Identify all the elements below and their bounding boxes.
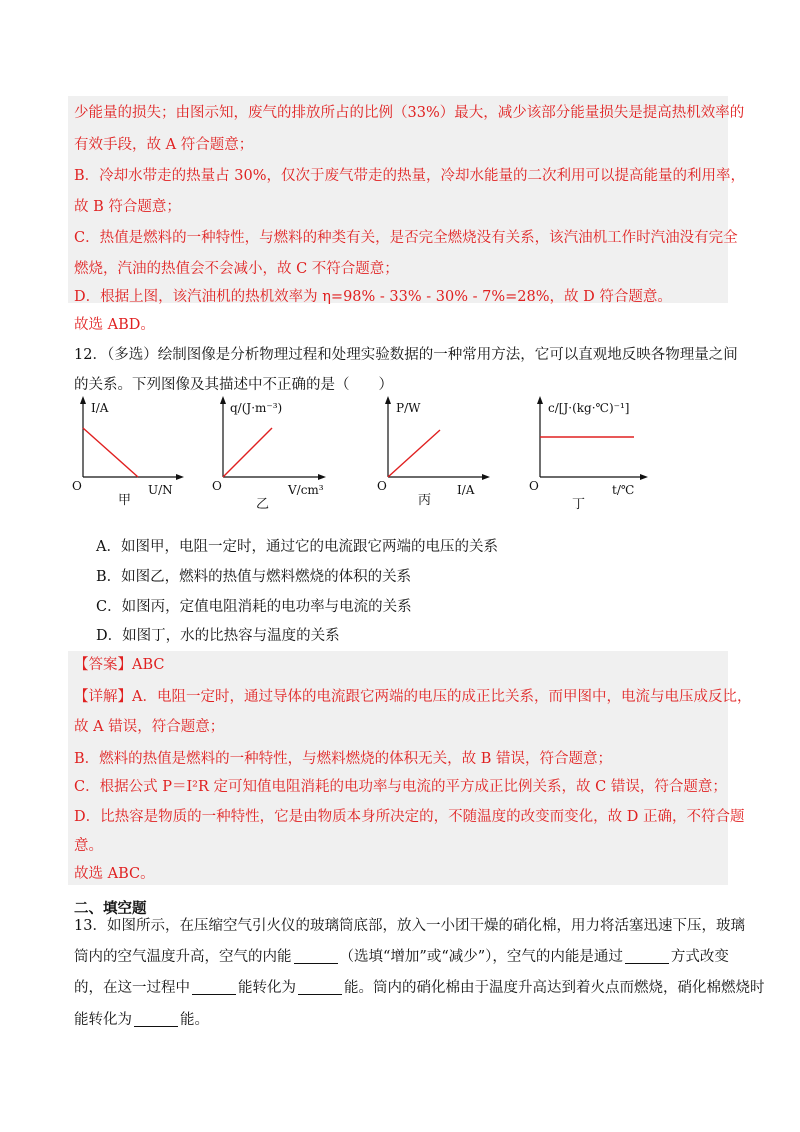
q13-text: 能转化为 (74, 1012, 132, 1028)
graph-jia (72, 396, 184, 508)
answer-line: B．燃料的热值是燃料的一种特性，与燃料燃烧的体积无关，故 B 错误，符合题意； (74, 751, 613, 767)
graph-ding (529, 396, 648, 512)
graph-bing-x-label: I/A (457, 483, 475, 497)
answer-line: B．冷却水带走的热量占 30%，仅次于废气带走的热量，冷却水能量的二次利用可以提高能量的利用率， (74, 168, 745, 184)
graph-ding-caption: 丁 (572, 497, 586, 512)
answer-line: 意。 (74, 838, 103, 854)
graph-ding-origin: O (529, 479, 539, 493)
answer-line: D．比热容是物质的一种特性，它是由物质本身所决定的，不随温度的改变而变化，故 D 正确，不符合题 (74, 809, 745, 825)
q13-text: 能。筒内的硝化棉由于温度升高达到着火点而燃烧，硝化棉燃烧时 (344, 980, 765, 996)
answer-line: 故 B 符合题意； (74, 199, 181, 215)
graph-bing-caption: 丙 (418, 493, 432, 508)
graph-yi-x-label: V/cm³ (288, 483, 324, 497)
question-12-graphs (60, 392, 700, 522)
q13-text: 能。 (180, 1012, 209, 1028)
q13-text: 能转化为 (238, 980, 296, 996)
graph-jia-caption: 甲 (118, 493, 132, 508)
option-a: A．如图甲，电阻一定时，通过它的电流跟它两端的电压的关系 (96, 539, 498, 555)
graph-ding-y-label: c/[J·(kg·℃)⁻¹] (548, 401, 630, 415)
answer-line: C．根据公式 P＝I²R 定可知值电阻消耗的电功率与电流的平方成正比例关系，故 C 错误，符合题意； (74, 779, 727, 795)
graph-bing-y-label: P/W (396, 401, 421, 415)
q13-text: （选填“增加”或“减少”），空气的内能是通过 (339, 949, 623, 965)
graph-yi-origin: O (212, 479, 222, 493)
fill-blank-3[interactable] (192, 980, 236, 995)
fill-blank-5[interactable] (134, 1012, 178, 1027)
graph-ding-x-label: t/℃ (612, 483, 635, 497)
answer-line: D．根据上图，该汽油机的热机效率为 η=98% - 33% - 30% - 7%=28%，故 D 符合题意。 (74, 289, 672, 305)
graph-jia-x-label: U/N (148, 483, 173, 497)
answer-band-2 (68, 651, 728, 885)
answer-key: 【答案】ABC (74, 657, 165, 673)
question-13-line (74, 979, 765, 997)
question-13-line (74, 1011, 209, 1029)
graph-bing-origin: O (377, 479, 387, 493)
answer-line: C．热值是燃料的一种特性，与燃料的种类有关，是否完全燃烧没有关系，该汽油机工作时汽油没有完全 (74, 230, 738, 246)
graph-jia-origin: O (72, 479, 82, 493)
answer-line: 【详解】A．电阻一定时，通过导体的电流跟它两端的电压的成正比关系，而甲图中，电流与电压成反比， (74, 689, 752, 705)
question-13-line (74, 948, 729, 966)
question-13-line: 13．如图所示，在压缩空气引火仪的玻璃筒底部，放入一小团干燥的硝化棉，用力将活塞迅速下压，玻璃 (74, 918, 745, 934)
graph-yi-line (223, 428, 272, 477)
answer-line: 故 A 错误，符合题意； (74, 719, 225, 735)
option-d: D．如图丁，水的比热容与温度的关系 (96, 628, 340, 644)
q13-text: 的，在这一过程中 (74, 980, 190, 996)
graph-bing-line (388, 430, 440, 477)
section-title: 二、填空题 (74, 900, 147, 917)
graph-yi-y-label: q/(J·m⁻³) (230, 401, 283, 415)
graph-jia-line (83, 428, 138, 477)
fill-blank-2[interactable] (625, 949, 669, 964)
answer-conclusion: 故选 ABD。 (74, 317, 155, 333)
q13-text: 方式改变 (670, 949, 729, 965)
option-b: B．如图乙，燃料的热值与燃料燃烧的体积的关系 (96, 569, 412, 585)
answer-conclusion: 故选 ABC。 (74, 866, 155, 882)
question-12-stem: 12．（多选）绘制图像是分析物理过程和处理实验数据的一种常用方法，它可以直观地反映各物理量之间 (74, 347, 738, 363)
q13-text: 筒内的空气温度升高，空气的内能 (74, 949, 292, 965)
option-c: C．如图丙，定值电阻消耗的电功率与电流的关系 (96, 599, 412, 615)
fill-blank-1[interactable] (294, 949, 338, 964)
answer-line: 有效手段，故 A 符合题意； (74, 137, 254, 153)
question-12-stem: 的关系。下列图像及其描述中不正确的是（ ） (74, 377, 393, 393)
answer-line: 少能量的损失；由图示知，废气的排放所占的比例（33%）最大，减少该部分能量损失是提高热机效率的 (74, 105, 745, 121)
fill-blank-4[interactable] (298, 980, 342, 995)
answer-line: 燃烧，汽油的热值会不会减小，故 C 不符合题意； (74, 261, 399, 277)
graph-yi (212, 396, 326, 512)
graph-bing (377, 396, 490, 508)
graph-jia-y-label: I/A (91, 401, 109, 415)
graph-yi-caption: 乙 (256, 497, 270, 512)
